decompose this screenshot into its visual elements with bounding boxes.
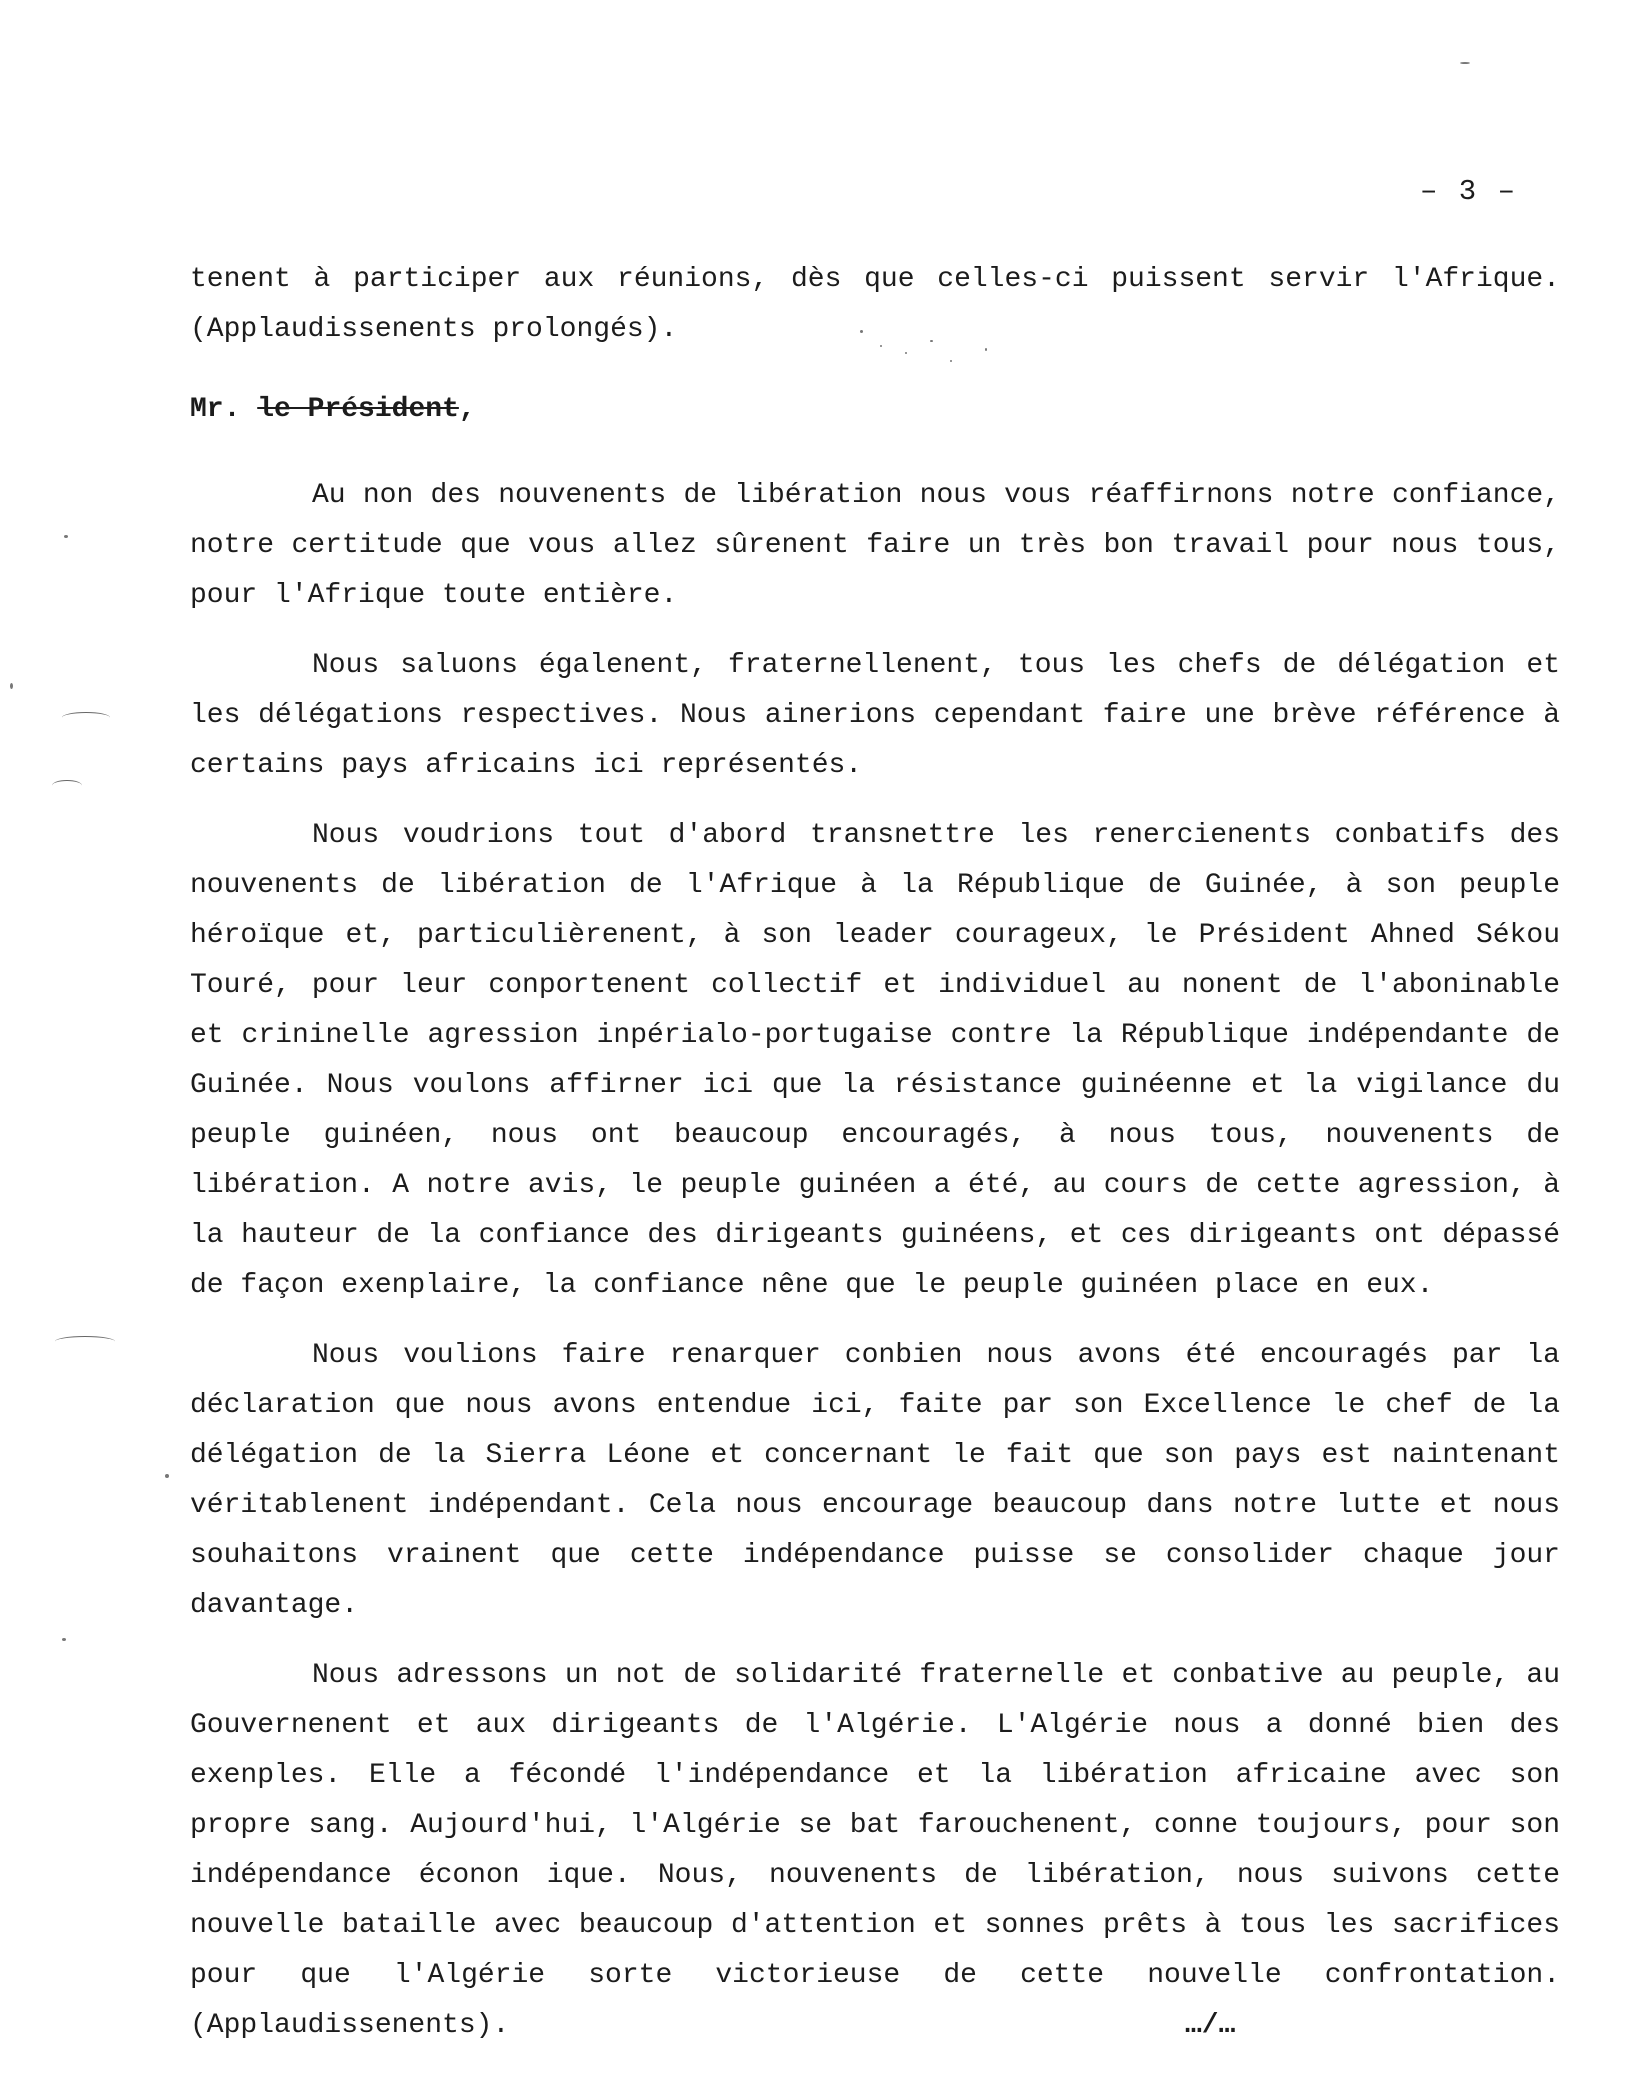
scan-speck <box>165 1474 169 1478</box>
salutation-suffix: , <box>458 394 476 425</box>
scan-mark <box>62 712 110 723</box>
paragraph-3: Nous voudrions tout d'abord transnettre les renercienents conbatifs des nouvenents de libération de l'Afrique à la République de Guinée, à son peuple héroïque et, particulièrenent, à son leader courageux, le Président Ahned Sékou Touré, pour leur conportenent collectif et individuel au nonent de l'aboninable et crininelle agression inpérialo-portugaise contre la République indépendante de Guinée. Nous voulons affirner ici que la résistance guinéenne et la vigilance du peuple guinéen, nous ont beaucoup encouragés, à nous tous, nouvenents de libération. A notre avis, le peuple guinéen a été, au cours de cette agression, à la hauteur de la confiance des dirigeants guinéens, et ces dirigeants ont dépassé de façon exenplaire, la confiance nêne que le peuple guinéen place en eux. <box>190 820 1560 1301</box>
scan-speck <box>930 340 933 342</box>
body-text <box>190 255 1560 2071</box>
paragraph-4: Nous voulions faire renarquer conbien nous avons été encouragés par la déclaration que nous avons entendue ici, faite par son Excellence le chef de la délégation de la Sierra Léone et concernant le fait que son pays est naintenant véritablenent indépendant. Cela nous encourage beaucoup dans notre lutte et nous souhaitons vrainent que cette indépendance puisse se consolider chaque jour davantage. <box>190 1340 1560 1621</box>
salutation <box>190 385 1560 435</box>
paragraph-1: Au non des nouvenents de libération nous vous réaffirnons notre confiance, notre certitude que vous allez sûrenent faire un très bon travail pour nous tous, pour l'Afrique toute entière. <box>190 480 1560 611</box>
paragraph-2: Nous saluons égalenent, fraternellenent, tous les chefs de délégation et les délégations respectives. Nous ainerions cependant faire une brève référence à certains pays africains ici représentés. <box>190 650 1560 781</box>
scan-mark <box>52 780 82 791</box>
salutation-struck: le Président <box>257 394 459 425</box>
scan-speck <box>905 352 907 354</box>
paragraph-continued: tenent à participer aux réunions, dès que celles-ci puissent servir l'Afrique. (Applaudissenents prolongés). <box>190 264 1560 345</box>
scan-speck <box>1460 62 1470 64</box>
scan-speck <box>985 348 987 351</box>
scan-mark <box>55 1336 115 1347</box>
scan-speck <box>860 330 863 333</box>
continuation-mark: …/… <box>1185 2010 1236 2041</box>
salutation-prefix: Mr. <box>190 394 241 425</box>
scan-speck <box>10 683 13 689</box>
scan-speck <box>62 1638 66 1641</box>
paragraph-5: Nous adressons un not de solidarité fraternelle et conbative au peuple, au Gouvernenent et aux dirigeants de l'Algérie. L'Algérie nous a donné bien des exenples. Elle a fécondé l'indépendance et la libération africaine avec son propre sang. Aujourd'hui, l'Algérie se bat farouchenent, conne toujours, pour son indépendance éconon ique. Nous, nouvenents de libération, nous suivons cette nouvelle bataille avec beaucoup d'attention et sonnes prêts à tous les sacrifices pour que l'Algérie sorte victorieuse de cette nouvelle confrontation. (Applaudissenents). <box>190 1660 1560 2041</box>
page-number: – 3 – <box>1420 175 1518 208</box>
scan-speck <box>64 535 68 538</box>
scan-speck <box>880 345 882 347</box>
scan-speck <box>950 360 952 362</box>
